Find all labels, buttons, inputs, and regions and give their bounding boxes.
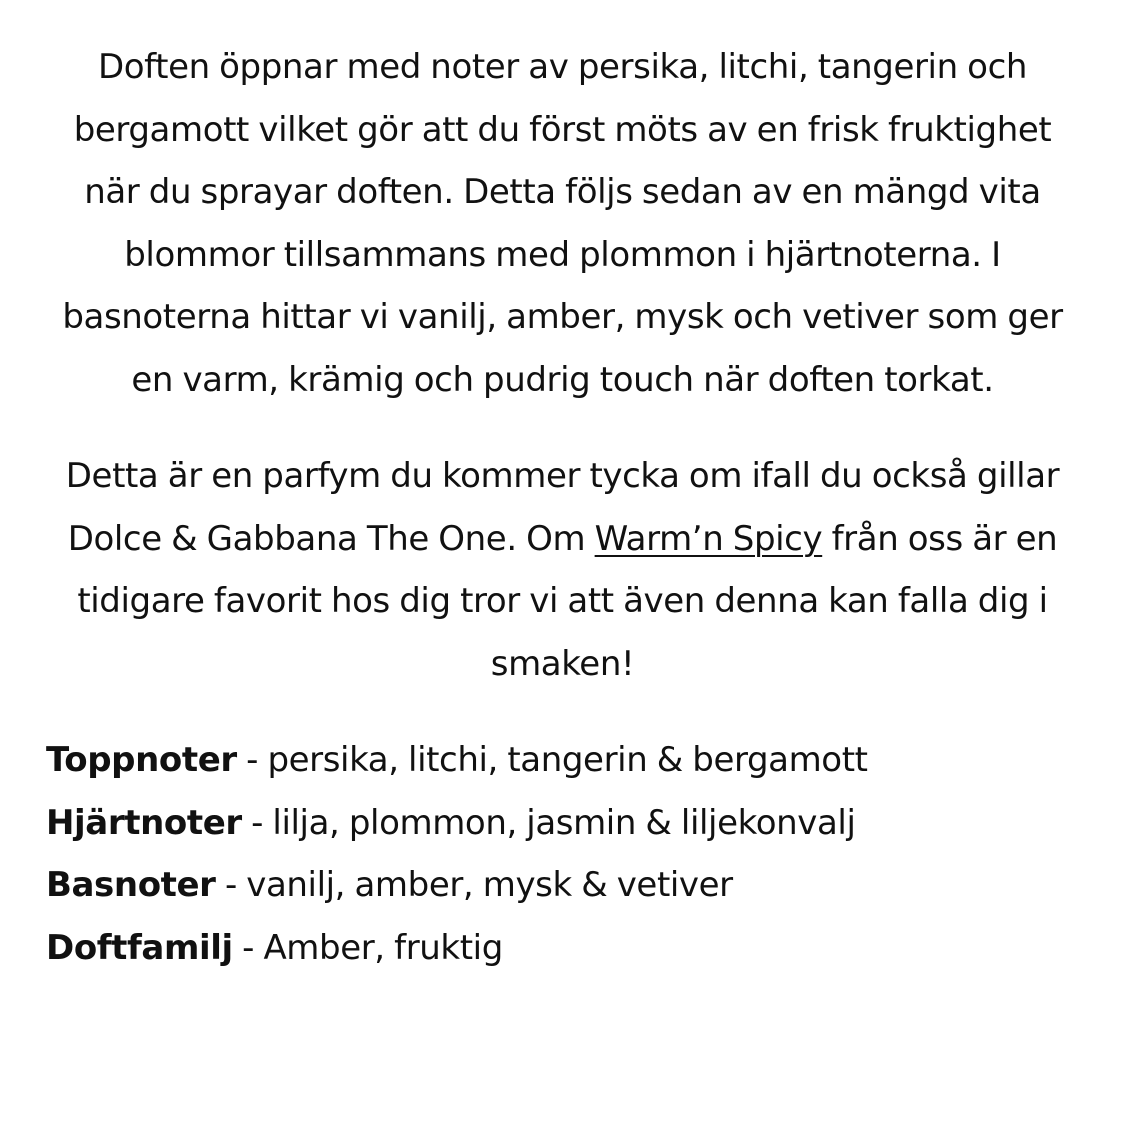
paragraph-2-text-start: Detta är en parfym du kommer tycka om ifall du också gillar Dolce & Gabbana The One. Om bbox=[65, 456, 1060, 559]
heart-notes-label: Hjärtnoter bbox=[46, 802, 242, 843]
base-notes-value: vanilj, amber, mysk & vetiver bbox=[246, 865, 733, 905]
fragrance-notes-list bbox=[46, 729, 1079, 979]
description-paragraph-1: Doften öppnar med noter av persika, litchi, tangerin och bergamott vilket gör att du först möts av en frisk fruktighet när du sprayar doften. Detta följs sedan av en mängd vita blommor tillsammans med plommon i hjärtnoterna. I basnoterna hittar vi vanilj, amber, mysk och vetiver som ger en varm, krämig och pudrig touch när doften torkat. bbox=[62, 47, 1063, 400]
top-notes-row bbox=[46, 729, 1079, 792]
paragraph-2-text-end: från oss är en tidigare favorit hos dig tror vi att även denna kan falla dig i smaken! bbox=[77, 518, 1058, 684]
base-notes-separator: - bbox=[215, 865, 247, 905]
heart-notes-row bbox=[46, 792, 1079, 855]
description-paragraph-2 bbox=[46, 445, 1079, 695]
heart-notes-separator: - bbox=[241, 802, 273, 843]
base-notes-label: Basnoter bbox=[46, 865, 216, 905]
top-notes-label: Toppnoter bbox=[46, 740, 237, 780]
fragrance-family-value: Amber, fruktig bbox=[263, 927, 503, 968]
top-notes-value: persika, litchi, tangerin & bergamott bbox=[267, 740, 868, 780]
heart-notes-value: lilja, plommon, jasmin & liljekonvalj bbox=[272, 802, 856, 843]
top-notes-separator: - bbox=[236, 740, 268, 780]
base-notes-row bbox=[46, 854, 1079, 917]
fragrance-family-row bbox=[46, 917, 1079, 980]
fragrance-family-label: Doftfamilj bbox=[46, 927, 233, 968]
warm-n-spicy-link[interactable]: Warm’n Spicy bbox=[594, 518, 823, 559]
fragrance-family-separator: - bbox=[232, 927, 264, 968]
